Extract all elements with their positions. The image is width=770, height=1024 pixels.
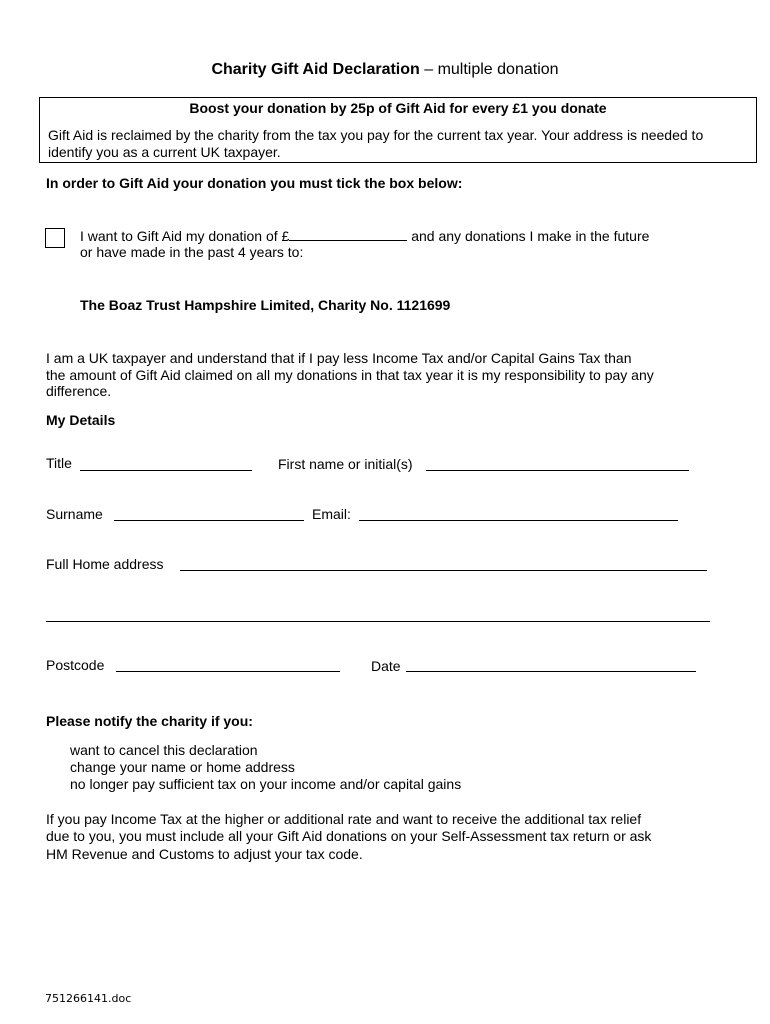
email-label: Email: — [312, 506, 351, 522]
postcode-label: Postcode — [46, 657, 105, 673]
higher-rate-line-2: due to you, you must include all your Gift Aid donations on your Self-Assessment tax return or ask — [46, 828, 652, 844]
higher-rate-line-3: HM Revenue and Customs to adjust your tax code. — [46, 846, 363, 862]
declaration-suffix: and any donations I make in the future — [411, 228, 650, 244]
statement-line-3: difference. — [46, 383, 112, 399]
gift-aid-checkbox[interactable] — [45, 228, 65, 248]
document-filename: 751266141.doc — [45, 992, 132, 1005]
date-field[interactable] — [406, 671, 696, 672]
first-name-label: First name or initial(s) — [278, 456, 413, 472]
declaration-line-1 — [80, 228, 649, 245]
address-field-line-2[interactable] — [46, 621, 710, 622]
declaration-prefix: I want to Gift Aid my donation of £ — [80, 228, 290, 244]
address-field-line-1[interactable] — [180, 570, 707, 571]
statement-line-2: the amount of Gift Aid claimed on all my donations in that tax year it is my responsibility to pay any — [46, 367, 654, 383]
declaration-line-2: or have made in the past 4 years to: — [80, 244, 304, 260]
first-name-field[interactable] — [426, 470, 689, 471]
address-label: Full Home address — [46, 556, 164, 572]
notify-heading: Please notify the charity if you: — [46, 713, 253, 729]
page-title — [0, 60, 770, 80]
tick-instruction: In order to Gift Aid your donation you must tick the box below: — [46, 175, 463, 191]
higher-rate-line-1: If you pay Income Tax at the higher or additional rate and want to receive the additional tax relief — [46, 811, 642, 827]
my-details-heading: My Details — [46, 412, 116, 428]
title-field[interactable] — [80, 470, 252, 471]
date-label: Date — [371, 658, 401, 674]
gift-aid-info-box — [39, 97, 757, 163]
boost-text: Gift Aid is reclaimed by the charity from the tax you pay for the current tax year. Your address is needed to identify you as a current UK taxpayer. — [48, 127, 704, 160]
page-title-bold: Charity Gift Aid Declaration — [211, 61, 420, 78]
title-label: Title — [46, 455, 72, 471]
email-field[interactable] — [359, 520, 678, 521]
charity-name: The Boaz Trust Hampshire Limited, Charity No. 1121699 — [80, 297, 451, 313]
list-item: change your name or home address — [70, 759, 295, 775]
donation-amount-field[interactable] — [289, 228, 407, 241]
surname-label: Surname — [46, 506, 103, 522]
notify-list — [70, 742, 461, 793]
list-item: want to cancel this declaration — [70, 742, 258, 758]
postcode-field[interactable] — [116, 671, 340, 672]
surname-field[interactable] — [114, 520, 304, 521]
list-item: no longer pay sufficient tax on your income and/or capital gains — [70, 776, 462, 792]
statement-line-1: I am a UK taxpayer and understand that if I pay less Income Tax and/or Capital Gains Tax than — [46, 350, 632, 366]
page-title-rest: – multiple donation — [419, 61, 559, 78]
boost-heading: Boost your donation by 25p of Gift Aid for every £1 you donate — [189, 100, 607, 116]
